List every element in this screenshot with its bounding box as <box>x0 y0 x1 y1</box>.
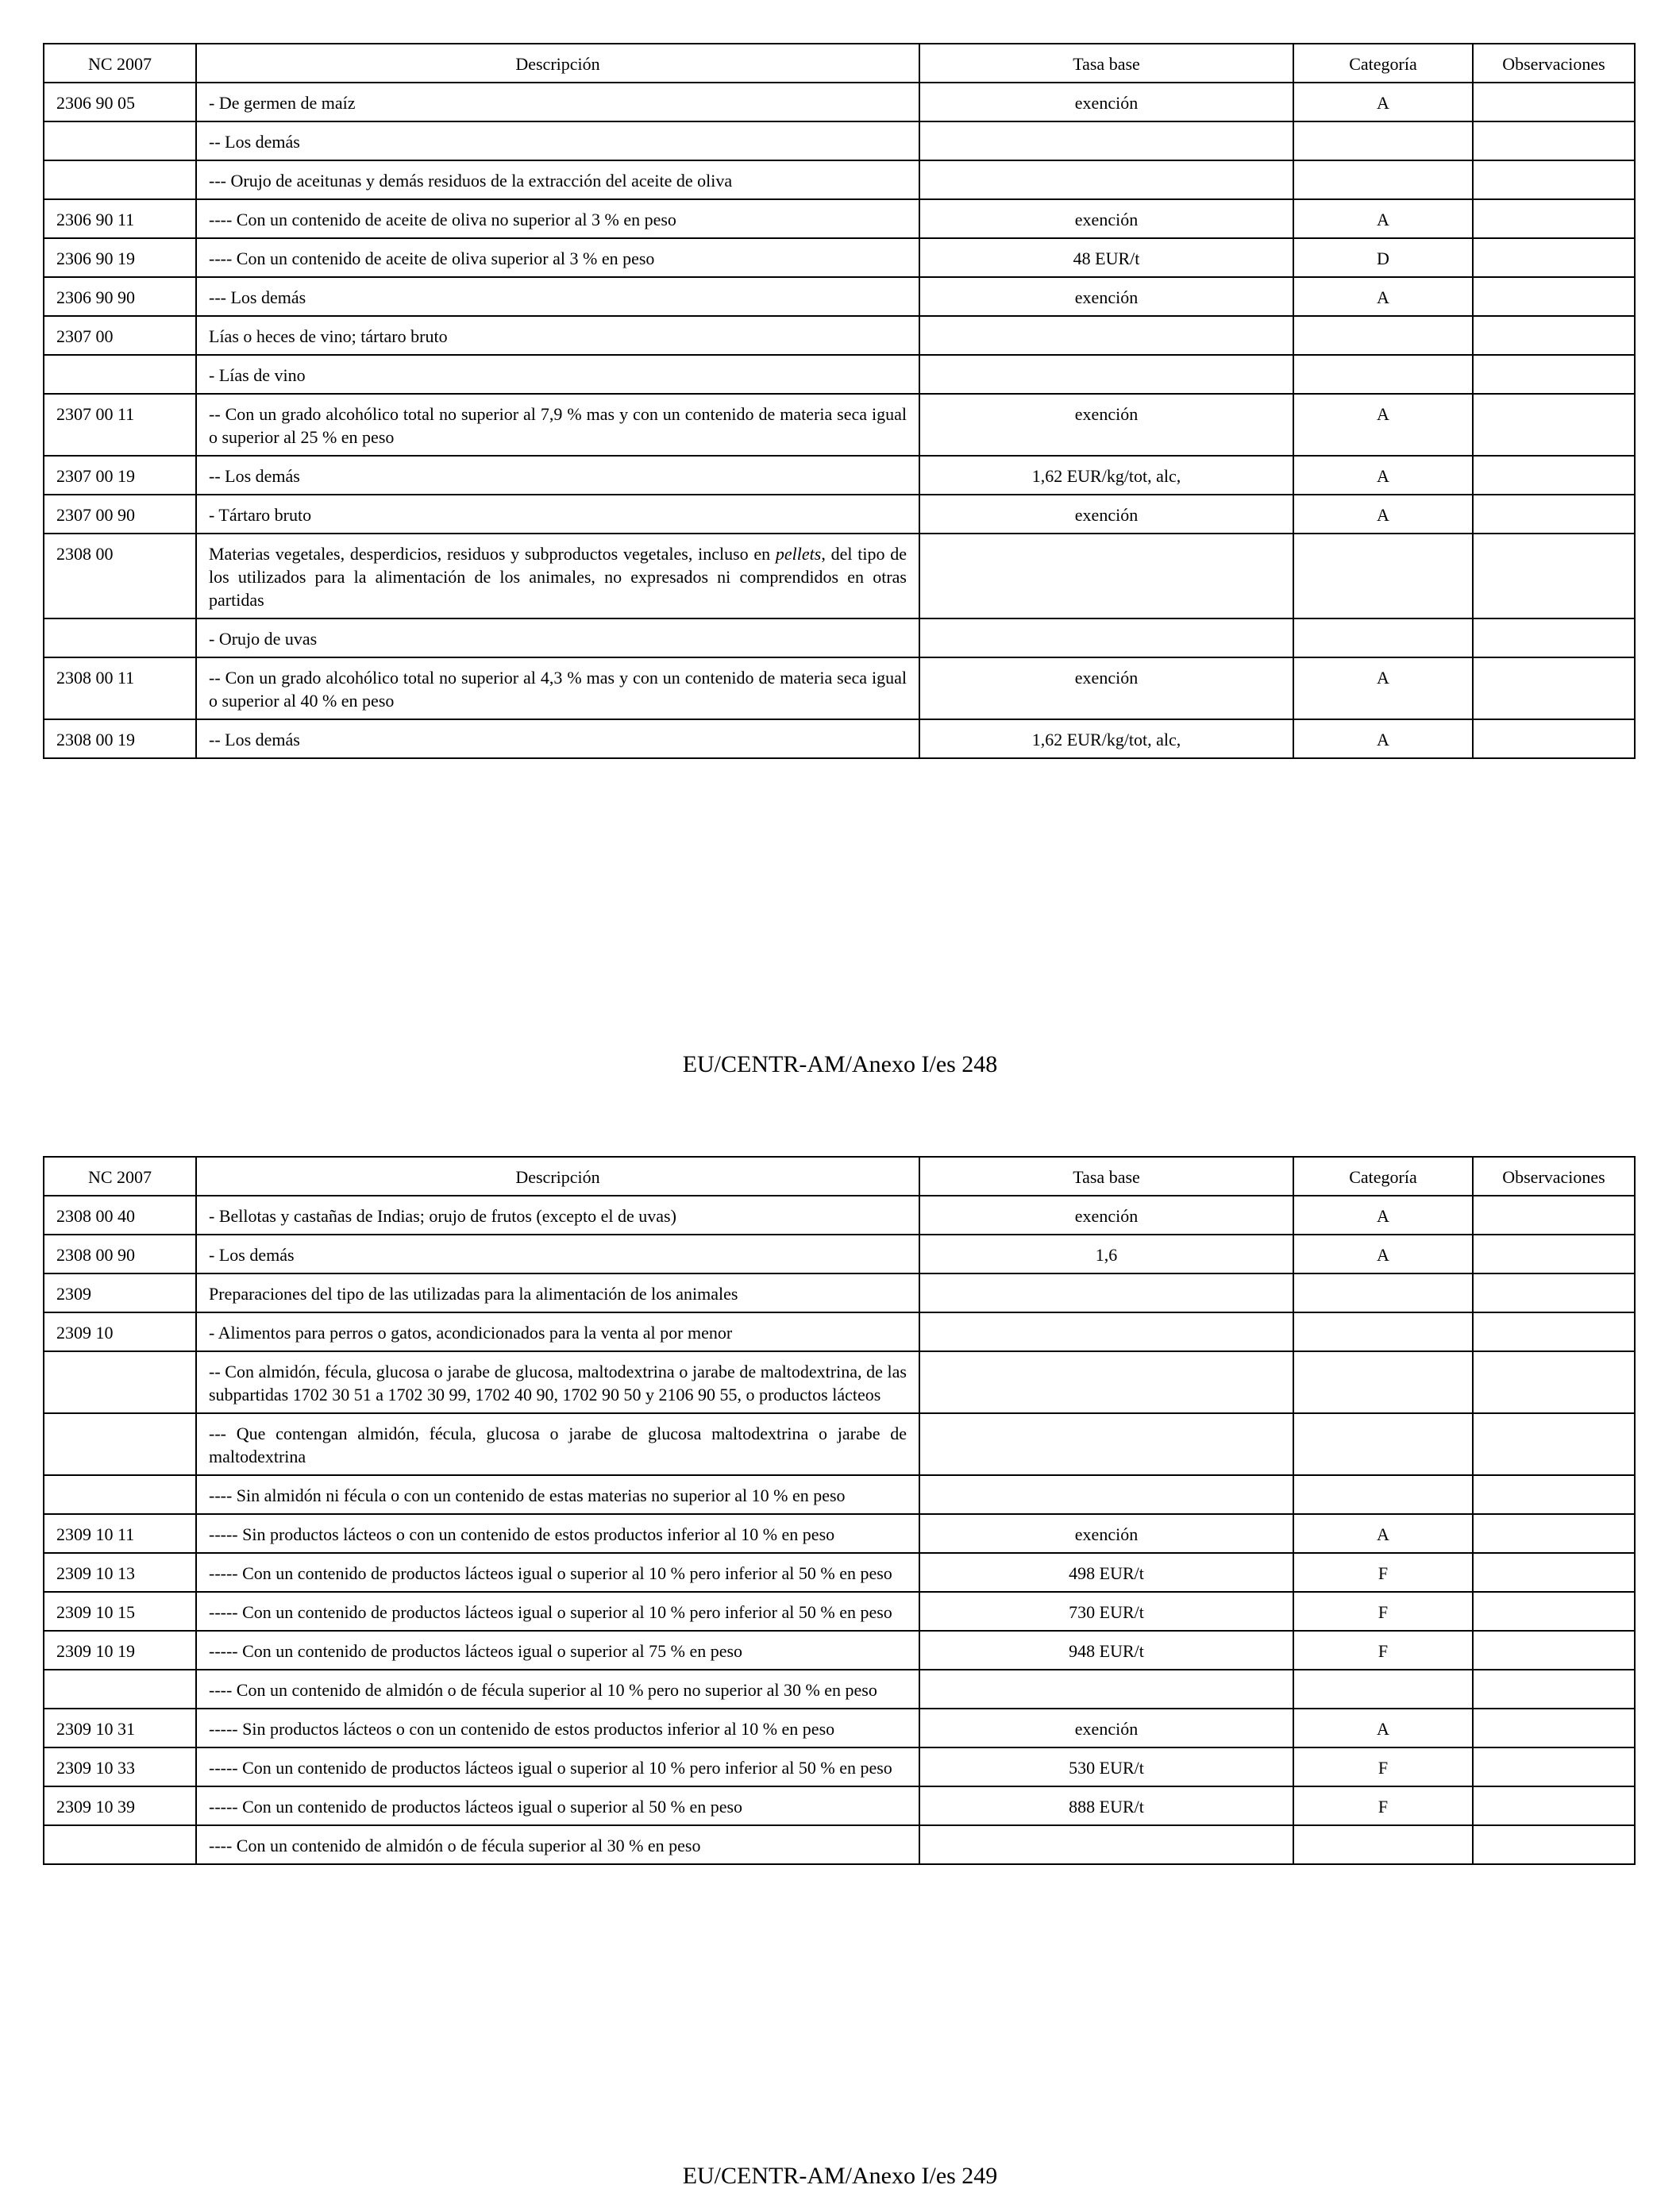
cell-observaciones <box>1473 1553 1635 1592</box>
cell-nc: 2309 10 11 <box>44 1514 196 1553</box>
table-row <box>44 1553 1635 1592</box>
table-row <box>44 1786 1635 1825</box>
cell-tasa <box>919 1475 1293 1514</box>
page-footer-248: EU/CENTR-AM/Anexo I/es 248 <box>682 1051 998 1077</box>
table-row <box>44 160 1635 199</box>
cell-tasa: exención <box>919 1514 1293 1553</box>
header-observaciones: Observaciones <box>1473 1157 1635 1196</box>
cell-description: --- Los demás <box>196 277 919 316</box>
cell-observaciones <box>1473 1312 1635 1351</box>
table-row <box>44 1709 1635 1747</box>
cell-categoria: F <box>1293 1786 1473 1825</box>
cell-categoria: D <box>1293 238 1473 277</box>
cell-observaciones <box>1473 1514 1635 1553</box>
cell-description: - Los demás <box>196 1235 919 1273</box>
cell-tasa <box>919 316 1293 355</box>
cell-tasa: exención <box>919 277 1293 316</box>
cell-observaciones <box>1473 1709 1635 1747</box>
cell-tasa <box>919 1670 1293 1709</box>
cell-observaciones <box>1473 160 1635 199</box>
cell-tasa <box>919 1273 1293 1312</box>
cell-tasa: exención <box>919 657 1293 719</box>
cell-categoria <box>1293 534 1473 618</box>
cell-description: - Bellotas y castañas de Indias; orujo de frutos (excepto el de uvas) <box>196 1196 919 1235</box>
description-text: Materias vegetales, desperdicios, residuos y subproductos vegetales, incluso en <box>209 544 776 564</box>
cell-nc: 2306 90 19 <box>44 238 196 277</box>
cell-nc: 2309 10 33 <box>44 1747 196 1786</box>
cell-tasa <box>919 355 1293 394</box>
cell-tasa: 730 EUR/t <box>919 1592 1293 1631</box>
table-row <box>44 277 1635 316</box>
cell-nc: 2309 10 31 <box>44 1709 196 1747</box>
cell-tasa: exención <box>919 199 1293 238</box>
cell-categoria: A <box>1293 1196 1473 1235</box>
cell-description: ----- Con un contenido de productos lácteos igual o superior al 10 % pero inferior al 50 % en peso <box>196 1747 919 1786</box>
header-descripcion: Descripción <box>196 44 919 83</box>
cell-observaciones <box>1473 1351 1635 1413</box>
header-categoria: Categoría <box>1293 44 1473 83</box>
cell-description: - Alimentos para perros o gatos, acondicionados para la venta al por menor <box>196 1312 919 1351</box>
cell-nc: 2306 90 90 <box>44 277 196 316</box>
cell-tasa <box>919 1351 1293 1413</box>
cell-nc: 2307 00 90 <box>44 495 196 534</box>
cell-tasa: 888 EUR/t <box>919 1786 1293 1825</box>
cell-categoria: A <box>1293 394 1473 456</box>
cell-nc: 2307 00 11 <box>44 394 196 456</box>
table-row <box>44 456 1635 495</box>
cell-description: Preparaciones del tipo de las utilizadas para la alimentación de los animales <box>196 1273 919 1312</box>
cell-observaciones <box>1473 1825 1635 1864</box>
table-row <box>44 1825 1635 1864</box>
cell-categoria <box>1293 1475 1473 1514</box>
cell-nc: 2308 00 40 <box>44 1196 196 1235</box>
table-row <box>44 657 1635 719</box>
description-text-continued: , del tipo de los utilizados para la alimentación de los animales, no expresados ni comprendidos en otras partidas <box>209 544 907 610</box>
cell-observaciones <box>1473 1670 1635 1709</box>
cell-categoria: F <box>1293 1592 1473 1631</box>
cell-categoria: F <box>1293 1553 1473 1592</box>
cell-tasa: exención <box>919 1196 1293 1235</box>
cell-nc: 2308 00 19 <box>44 719 196 758</box>
table-row <box>44 1670 1635 1709</box>
cell-observaciones <box>1473 1273 1635 1312</box>
cell-nc <box>44 1670 196 1709</box>
table-row <box>44 394 1635 456</box>
tariff-table-page-249 <box>43 1156 1636 1865</box>
cell-categoria: A <box>1293 657 1473 719</box>
cell-categoria: A <box>1293 1709 1473 1747</box>
cell-description: ----- Con un contenido de productos lácteos igual o superior al 10 % pero inferior al 50 % en peso <box>196 1592 919 1631</box>
cell-tasa <box>919 1413 1293 1475</box>
cell-nc <box>44 618 196 657</box>
cell-description: -- Con un grado alcohólico total no superior al 4,3 % mas y con un contenido de materia seca igual o superior al 40 % en peso <box>196 657 919 719</box>
table-row <box>44 534 1635 618</box>
cell-categoria: A <box>1293 83 1473 121</box>
table-row <box>44 1351 1635 1413</box>
cell-nc: 2308 00 90 <box>44 1235 196 1273</box>
cell-categoria <box>1293 1351 1473 1413</box>
cell-tasa <box>919 534 1293 618</box>
cell-categoria <box>1293 618 1473 657</box>
tariff-table-page-248 <box>43 43 1636 759</box>
header-tasa-base: Tasa base <box>919 1157 1293 1196</box>
cell-observaciones <box>1473 495 1635 534</box>
table-row <box>44 1592 1635 1631</box>
cell-nc <box>44 1825 196 1864</box>
cell-tasa: 1,6 <box>919 1235 1293 1273</box>
table-header-row <box>44 44 1635 83</box>
cell-nc: 2308 00 <box>44 534 196 618</box>
cell-nc <box>44 355 196 394</box>
cell-description: - De germen de maíz <box>196 83 919 121</box>
cell-nc <box>44 160 196 199</box>
cell-tasa: exención <box>919 394 1293 456</box>
cell-observaciones <box>1473 1413 1635 1475</box>
cell-description <box>196 534 919 618</box>
cell-nc: 2306 90 05 <box>44 83 196 121</box>
cell-categoria: A <box>1293 495 1473 534</box>
cell-observaciones <box>1473 618 1635 657</box>
table-row <box>44 1747 1635 1786</box>
table-row <box>44 1312 1635 1351</box>
cell-description: ---- Con un contenido de almidón o de fécula superior al 10 % pero no superior al 30 % en peso <box>196 1670 919 1709</box>
table-row <box>44 1514 1635 1553</box>
cell-tasa: 498 EUR/t <box>919 1553 1293 1592</box>
header-categoria: Categoría <box>1293 1157 1473 1196</box>
table-row <box>44 1413 1635 1475</box>
cell-nc: 2308 00 11 <box>44 657 196 719</box>
cell-categoria: A <box>1293 1235 1473 1273</box>
header-nc: NC 2007 <box>44 1157 196 1196</box>
cell-description: ---- Con un contenido de almidón o de fécula superior al 30 % en peso <box>196 1825 919 1864</box>
table-row <box>44 719 1635 758</box>
table-row <box>44 618 1635 657</box>
cell-categoria <box>1293 1670 1473 1709</box>
cell-observaciones <box>1473 534 1635 618</box>
cell-tasa: exención <box>919 1709 1293 1747</box>
description-italic-term: pellets <box>775 544 822 564</box>
cell-nc: 2306 90 11 <box>44 199 196 238</box>
table-row <box>44 355 1635 394</box>
cell-description: ----- Sin productos lácteos o con un contenido de estos productos inferior al 10 % en peso <box>196 1709 919 1747</box>
cell-categoria: A <box>1293 199 1473 238</box>
table-row <box>44 316 1635 355</box>
cell-categoria: A <box>1293 719 1473 758</box>
cell-tasa: exención <box>919 83 1293 121</box>
cell-tasa: 948 EUR/t <box>919 1631 1293 1670</box>
cell-observaciones <box>1473 1592 1635 1631</box>
cell-categoria <box>1293 1825 1473 1864</box>
cell-description: ---- Sin almidón ni fécula o con un contenido de estas materias no superior al 10 % en peso <box>196 1475 919 1514</box>
cell-description: -- Con almidón, fécula, glucosa o jarabe de glucosa, maltodextrina o jarabe de maltodextrina, de las subpartidas 1702 30 51 a 1702 30 99, 1702 40 90, 1702 90 50 y 2106 90 55, o productos lácteos <box>196 1351 919 1413</box>
cell-description: ---- Con un contenido de aceite de oliva superior al 3 % en peso <box>196 238 919 277</box>
cell-description: -- Los demás <box>196 456 919 495</box>
cell-tasa: 530 EUR/t <box>919 1747 1293 1786</box>
cell-observaciones <box>1473 1631 1635 1670</box>
table-row <box>44 495 1635 534</box>
cell-nc <box>44 1413 196 1475</box>
cell-categoria <box>1293 316 1473 355</box>
cell-observaciones <box>1473 83 1635 121</box>
cell-tasa <box>919 1312 1293 1351</box>
cell-observaciones <box>1473 316 1635 355</box>
cell-description: --- Que contengan almidón, fécula, glucosa o jarabe de glucosa maltodextrina o jarabe de maltodextrina <box>196 1413 919 1475</box>
cell-categoria <box>1293 1312 1473 1351</box>
cell-observaciones <box>1473 121 1635 160</box>
cell-description: -- Los demás <box>196 719 919 758</box>
cell-observaciones <box>1473 277 1635 316</box>
cell-nc: 2309 10 15 <box>44 1592 196 1631</box>
cell-tasa: 1,62 EUR/kg/tot, alc, <box>919 719 1293 758</box>
cell-nc: 2309 10 39 <box>44 1786 196 1825</box>
cell-tasa <box>919 1825 1293 1864</box>
header-descripcion: Descripción <box>196 1157 919 1196</box>
table-row <box>44 1475 1635 1514</box>
cell-tasa <box>919 121 1293 160</box>
table-header-row <box>44 1157 1635 1196</box>
cell-categoria <box>1293 355 1473 394</box>
cell-nc: 2309 10 19 <box>44 1631 196 1670</box>
table-row <box>44 199 1635 238</box>
cell-tasa: 48 EUR/t <box>919 238 1293 277</box>
header-observaciones: Observaciones <box>1473 44 1635 83</box>
cell-tasa: 1,62 EUR/kg/tot, alc, <box>919 456 1293 495</box>
cell-description: - Orujo de uvas <box>196 618 919 657</box>
cell-categoria <box>1293 1273 1473 1312</box>
cell-categoria: A <box>1293 456 1473 495</box>
cell-description: ---- Con un contenido de aceite de oliva no superior al 3 % en peso <box>196 199 919 238</box>
cell-observaciones <box>1473 355 1635 394</box>
cell-description: ----- Con un contenido de productos lácteos igual o superior al 75 % en peso <box>196 1631 919 1670</box>
cell-categoria <box>1293 1413 1473 1475</box>
cell-observaciones <box>1473 456 1635 495</box>
cell-nc: 2309 10 <box>44 1312 196 1351</box>
cell-tasa <box>919 160 1293 199</box>
cell-categoria: F <box>1293 1631 1473 1670</box>
cell-description: --- Orujo de aceitunas y demás residuos de la extracción del aceite de oliva <box>196 160 919 199</box>
cell-observaciones <box>1473 394 1635 456</box>
page-footer-249: EU/CENTR-AM/Anexo I/es 249 <box>682 2163 998 2189</box>
cell-categoria: A <box>1293 1514 1473 1553</box>
table-row <box>44 83 1635 121</box>
table-row <box>44 238 1635 277</box>
table-row <box>44 1631 1635 1670</box>
cell-description: -- Con un grado alcohólico total no superior al 7,9 % mas y con un contenido de materia seca igual o superior al 25 % en peso <box>196 394 919 456</box>
cell-description: ----- Con un contenido de productos lácteos igual o superior al 50 % en peso <box>196 1786 919 1825</box>
cell-observaciones <box>1473 238 1635 277</box>
header-nc: NC 2007 <box>44 44 196 83</box>
table-row <box>44 1235 1635 1273</box>
cell-categoria: A <box>1293 277 1473 316</box>
cell-observaciones <box>1473 657 1635 719</box>
cell-observaciones <box>1473 1196 1635 1235</box>
cell-observaciones <box>1473 1747 1635 1786</box>
cell-nc <box>44 121 196 160</box>
cell-nc <box>44 1475 196 1514</box>
cell-categoria: F <box>1293 1747 1473 1786</box>
table-row <box>44 1273 1635 1312</box>
cell-description: -- Los demás <box>196 121 919 160</box>
cell-description: ----- Sin productos lácteos o con un contenido de estos productos inferior al 10 % en peso <box>196 1514 919 1553</box>
cell-tasa: exención <box>919 495 1293 534</box>
cell-description: Lías o heces de vino; tártaro bruto <box>196 316 919 355</box>
cell-observaciones <box>1473 719 1635 758</box>
cell-nc <box>44 1351 196 1413</box>
header-tasa-base: Tasa base <box>919 44 1293 83</box>
cell-nc: 2309 <box>44 1273 196 1312</box>
cell-nc: 2307 00 19 <box>44 456 196 495</box>
cell-categoria <box>1293 121 1473 160</box>
cell-observaciones <box>1473 1786 1635 1825</box>
cell-observaciones <box>1473 1475 1635 1514</box>
table-row <box>44 121 1635 160</box>
table-row <box>44 1196 1635 1235</box>
cell-observaciones <box>1473 199 1635 238</box>
cell-observaciones <box>1473 1235 1635 1273</box>
cell-description: - Tártaro bruto <box>196 495 919 534</box>
cell-categoria <box>1293 160 1473 199</box>
cell-nc: 2309 10 13 <box>44 1553 196 1592</box>
cell-tasa <box>919 618 1293 657</box>
cell-nc: 2307 00 <box>44 316 196 355</box>
cell-description: ----- Con un contenido de productos lácteos igual o superior al 10 % pero inferior al 50 % en peso <box>196 1553 919 1592</box>
cell-description: - Lías de vino <box>196 355 919 394</box>
